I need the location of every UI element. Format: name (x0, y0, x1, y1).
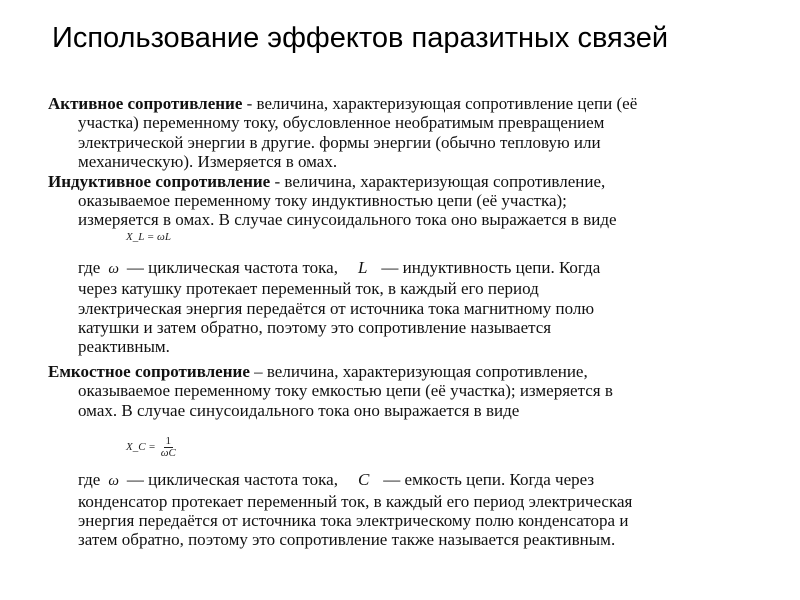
active-line-3: механическую). Измеряется в омах. (78, 152, 338, 172)
active-resistance-text: - величина, характеризующая сопротивление цепи (её (242, 94, 638, 113)
fraction-numerator: 1 (165, 434, 172, 447)
capacitive-resistance-term: Емкостное сопротивление (48, 361, 250, 381)
inductive-resistance-text: - величина, характеризующая сопротивление, (270, 171, 606, 191)
active-resistance-paragraph (48, 94, 760, 172)
capacitive-line-4: энергия передаётся от источника тока электрическому полю конденсатора и (78, 510, 629, 530)
capacitive-where-line (48, 470, 760, 491)
omega-symbol-2: ω (108, 473, 119, 490)
inductive-line-2: измеряется в омах. В случае синусоидального тока оно выражается в виде (78, 210, 617, 230)
capacitive-line-2: омах. В случае синусоидального тока оно выражается в виде (78, 400, 520, 420)
inductive-line-6: реактивным. (78, 337, 170, 357)
omega-symbol: ω (108, 260, 119, 277)
capacitive-line-5: затем обратно, поэтому это сопротивление также называется реактивным. (78, 530, 616, 550)
active-line-2: электрической энергии в другие. формы энергии (обычно тепловую или (78, 132, 601, 152)
active-line-1: участка) переменному току, обусловленное необратимым превращением (78, 113, 605, 133)
inductive-symbol-desc: — индуктивность цепи. Когда (381, 257, 601, 277)
capacitive-symbol-desc: — емкость цепи. Когда через (383, 470, 595, 490)
capacitive-formula-lhs: X_C = (126, 440, 156, 453)
inductive-resistance-term: Индуктивное сопротивление (48, 171, 271, 191)
capacitive-formula-fraction (159, 436, 178, 459)
inductive-resistance-paragraph (48, 172, 760, 357)
capacitive-where-word: где (78, 470, 101, 490)
inductive-line-4: электрическая энергия передаётся от источника тока магнитному полю (78, 298, 595, 318)
capacitive-resistance-text: – величина, характеризующая сопротивление, (249, 361, 588, 381)
slide-title: Использование эффектов паразитных связей (52, 22, 669, 54)
capacitive-formula (48, 420, 760, 464)
slide-content (48, 94, 760, 550)
capacitive-resistance-paragraph (48, 362, 760, 550)
inductive-formula: X_L = ωL (126, 230, 171, 243)
active-resistance-term: Активное сопротивление (48, 94, 243, 113)
capacitive-line-1: оказываемое переменному току емкостью цепи (её участка); измеряется в (78, 381, 613, 401)
fraction-denominator: ωC (160, 446, 176, 459)
inductive-omega-desc: — циклическая частота тока, (126, 257, 338, 277)
inductive-line-3: через катушку протекает переменный ток, в каждый его период (78, 279, 539, 299)
capacitance-symbol: C (357, 470, 370, 490)
inductance-symbol: L (357, 257, 368, 277)
capacitive-omega-desc: — циклическая частота тока, (126, 470, 338, 490)
inductive-where-word: где (78, 257, 101, 277)
capacitive-line-3: конденсатор протекает переменный ток, в каждый его период электрическая (78, 491, 633, 511)
inductive-where-line (48, 258, 760, 279)
inductive-line-1: оказываемое переменному току индуктивностью цепи (её участка); (78, 191, 567, 211)
inductive-line-5: катушки и затем обратно, поэтому это сопротивление называется (78, 318, 552, 338)
